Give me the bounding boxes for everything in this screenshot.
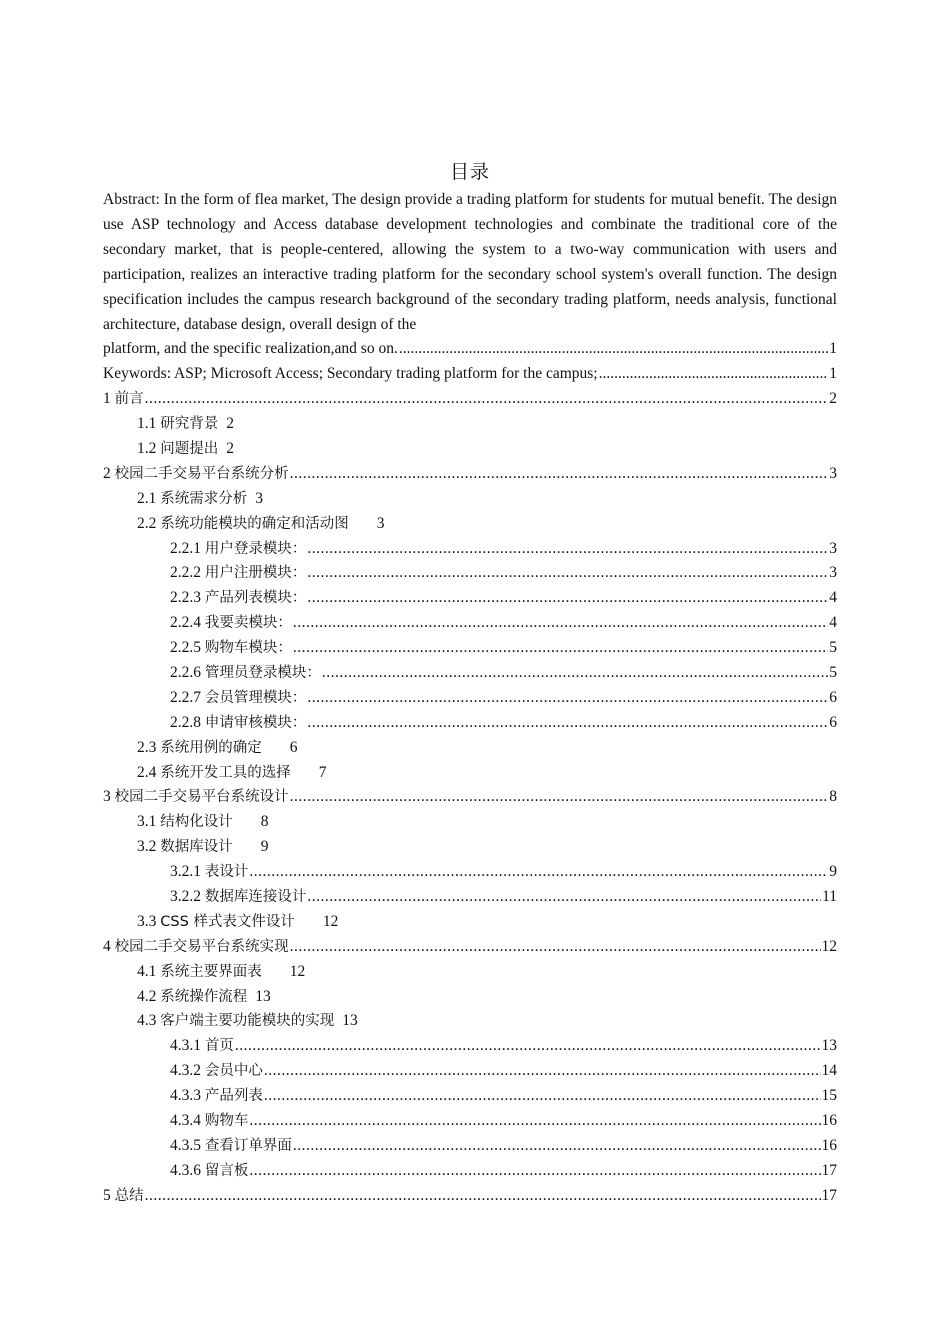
section-number: 4.2: [137, 987, 161, 1005]
toc-entry-label: [170, 860, 248, 885]
dot-leader: [599, 362, 829, 387]
section-number: 1: [103, 390, 115, 408]
page-number: 7: [318, 763, 327, 781]
page-number: 2: [226, 440, 234, 457]
section-number: 1.2: [137, 440, 161, 457]
section-title: 用户注册模块：: [204, 565, 307, 582]
section-number: 2.2.3: [170, 589, 205, 607]
page-number: 17: [821, 1186, 837, 1204]
section-title: 会员中心: [204, 1063, 263, 1080]
section-title: 校园二手交易平台系统分析: [114, 465, 289, 482]
section-title: 我要卖模块：: [204, 615, 292, 632]
section-number: 3.1: [137, 813, 161, 831]
section-title: 管理员登录模块：: [204, 665, 321, 682]
toc-entry[interactable]: [103, 1009, 837, 1034]
section-title: 系统功能模块的确定和活动图: [160, 515, 349, 532]
dot-leader: [249, 860, 828, 885]
section-title: 校园二手交易平台系统设计: [114, 789, 289, 806]
page-number: 9: [829, 863, 837, 881]
toc-entry-label: [103, 387, 144, 412]
section-title: 结构化设计: [160, 814, 233, 831]
section-title: 系统开发工具的选择: [160, 764, 291, 781]
section-title: 表设计: [204, 864, 249, 881]
section-title: 系统用例的确定: [160, 739, 262, 756]
toc-entry-label: [137, 1009, 334, 1034]
dot-leader: [264, 1059, 821, 1084]
page-number: 1: [829, 340, 837, 358]
dot-leader: [293, 611, 828, 636]
toc-entry-label: [103, 785, 289, 810]
page-number: 13: [821, 1037, 837, 1055]
page-number: 13: [342, 1012, 358, 1030]
toc-entry-label: [170, 537, 306, 562]
toc-entry-label: [137, 960, 262, 985]
abstract-paragraph: Abstract: In the form of flea market, The design provide a trading platform for students for mutual benefit. The design use ASP technology and Access database development technologies and combinate the traditional core of the secondary market, that is people-centered, allowing the system to a two-way communication with users and participation, realizes an interactive trading platform for the secondary school system's overall function. The design specification includes the campus research background of the secondary trading platform, needs analysis, functional architecture, database design, overall design of the: [103, 191, 837, 333]
page-number: 17: [821, 1161, 837, 1179]
section-title: 总结: [114, 1187, 144, 1204]
toc-entry[interactable]: [103, 1184, 837, 1209]
toc-entry[interactable]: [103, 761, 837, 786]
section-title: 产品列表: [204, 1088, 263, 1105]
dot-leader: [307, 711, 828, 736]
dot-leader: [290, 462, 829, 487]
section-number: 4.3.1: [170, 1037, 205, 1055]
section-number: 3.2.1: [170, 863, 205, 881]
section-number: 3.2: [137, 838, 161, 856]
page-number: 5: [829, 664, 837, 682]
dot-leader: [145, 1184, 821, 1209]
section-title: 申请审核模块：: [204, 714, 307, 731]
page-number: 12: [289, 962, 306, 980]
toc-entry[interactable]: [103, 736, 837, 761]
section-title: 用户登录模块：: [204, 540, 307, 557]
dot-leader: [293, 636, 828, 661]
section-number: 4.1: [137, 962, 161, 980]
page-number: 16: [821, 1136, 837, 1154]
toc-entry[interactable]: [103, 935, 837, 960]
toc-entry-label: [170, 561, 306, 586]
toc-entry-label: [170, 586, 306, 611]
section-number: 4.3.5: [170, 1136, 205, 1154]
keywords-entry[interactable]: [103, 362, 837, 387]
toc-entry-label: [170, 711, 306, 736]
section-number: 2.2.2: [170, 564, 205, 582]
page-number: 3: [829, 539, 837, 557]
toc-entry-label: [103, 935, 289, 960]
toc-entry[interactable]: [103, 860, 837, 885]
section-title: 数据库设计: [160, 839, 233, 856]
toc-entry[interactable]: [103, 537, 837, 562]
section-title: 系统操作流程: [160, 988, 248, 1005]
toc-entry[interactable]: [103, 1109, 837, 1134]
toc-entry[interactable]: [103, 1059, 837, 1084]
toc-entry-label: [170, 636, 292, 661]
section-title: CSS 样式表文件设计: [160, 913, 295, 930]
section-title: 购物车模块：: [204, 640, 292, 657]
toc-entry[interactable]: [103, 985, 837, 1010]
toc-entry[interactable]: [103, 810, 837, 835]
section-title: 数据库连接设计: [204, 889, 307, 906]
toc-entry[interactable]: [103, 1159, 837, 1184]
toc-entry-label: [137, 910, 295, 935]
section-title: 购物车: [204, 1113, 249, 1130]
section-title: 校园二手交易平台系统实现: [114, 938, 289, 955]
dot-leader: [235, 1034, 821, 1059]
toc-entry-label: [137, 985, 247, 1010]
toc-entry-label: [170, 1134, 292, 1159]
page-number: 6: [289, 738, 298, 756]
section-number: 2.2.5: [170, 639, 205, 657]
section-title: 问题提出: [160, 441, 219, 457]
dot-leader: [249, 1159, 820, 1184]
page-number: 16: [821, 1112, 837, 1130]
page-number: 5: [829, 639, 837, 657]
section-number: 2.2.4: [170, 614, 205, 632]
section-number: 2: [103, 464, 115, 482]
toc-entry-label: [137, 736, 262, 761]
toc-entry[interactable]: [103, 487, 837, 512]
toc-entry[interactable]: [103, 910, 837, 935]
toc-entry[interactable]: [103, 661, 837, 686]
toc-entry[interactable]: [103, 387, 837, 412]
dot-leader: [249, 1109, 820, 1134]
dot-leader: [307, 686, 828, 711]
toc-entry-label: [170, 686, 306, 711]
section-title: 前言: [114, 391, 144, 408]
section-number: 4: [103, 937, 115, 955]
page-number: 3: [829, 564, 837, 582]
section-number: 4.3.3: [170, 1087, 205, 1105]
section-number: 2.2.8: [170, 713, 205, 731]
dot-leader: [307, 537, 828, 562]
abstract-last-line: platform, and the specific realization,and so on.: [103, 340, 398, 358]
toc-entry[interactable]: [103, 785, 837, 810]
dot-leader: [307, 885, 821, 910]
page-number: 13: [255, 987, 271, 1005]
section-title: 查看订单界面: [204, 1137, 292, 1154]
dot-leader: [322, 661, 828, 686]
toc-entry-label: [137, 512, 349, 537]
toc-entry-label: [137, 810, 233, 835]
toc-entry-label: [170, 1084, 263, 1109]
dot-leader: [293, 1134, 821, 1159]
page-title: 目录: [449, 161, 490, 183]
page-number: 12: [322, 912, 339, 930]
toc-entry[interactable]: [103, 1084, 837, 1109]
abstract-entry[interactable]: [103, 337, 837, 362]
toc-entry-label: [103, 462, 289, 487]
page-number: 12: [821, 937, 837, 955]
page-number: 8: [260, 813, 269, 831]
page-number: 2: [829, 390, 837, 408]
page-number: 6: [829, 713, 837, 731]
toc-entry-label: [170, 1059, 263, 1084]
toc-entry[interactable]: [103, 885, 837, 910]
toc-entry-label: [137, 761, 291, 786]
section-title: 会员管理模块：: [204, 689, 307, 706]
section-number: 4.3.6: [170, 1161, 205, 1179]
toc-list: [103, 387, 837, 1208]
toc-entry-label: [170, 1109, 248, 1134]
page-number: 3: [376, 514, 385, 532]
dot-leader: [290, 935, 821, 960]
page-number: 8: [829, 788, 837, 806]
toc-entry[interactable]: [103, 636, 837, 661]
page-number: 6: [829, 688, 837, 706]
section-number: 2.3: [137, 738, 161, 756]
toc-entry[interactable]: [103, 412, 837, 437]
toc-entry-label: [137, 835, 233, 860]
toc-entry[interactable]: [103, 611, 837, 636]
toc-entry[interactable]: [103, 512, 837, 537]
page-number: 9: [260, 838, 269, 856]
toc-entry-label: [170, 1034, 234, 1059]
page-number: 4: [829, 589, 837, 607]
dot-leader: [145, 387, 829, 412]
dot-leader: [307, 586, 828, 611]
toc-entry[interactable]: [103, 561, 837, 586]
section-number: 4.3.4: [170, 1112, 205, 1130]
toc-entry[interactable]: [103, 462, 837, 487]
toc-entry[interactable]: [103, 437, 837, 462]
toc-entry-label: [170, 611, 292, 636]
toc-entry[interactable]: [103, 1134, 837, 1159]
toc-entry[interactable]: [103, 835, 837, 860]
toc-entry[interactable]: [103, 1034, 837, 1059]
section-number: 3.2.2: [170, 888, 205, 906]
toc-entry[interactable]: [103, 960, 837, 985]
section-number: 4.3: [137, 1012, 161, 1030]
section-title: 产品列表模块：: [204, 590, 307, 607]
section-number: 2.4: [137, 763, 161, 781]
section-title: 首页: [204, 1038, 234, 1055]
section-number: 4.3.2: [170, 1062, 205, 1080]
toc-entry-label: [137, 412, 218, 437]
toc-entry-label: [170, 885, 306, 910]
section-number: 5: [103, 1186, 115, 1204]
dot-leader: [264, 1084, 821, 1109]
section-number: 3.3: [137, 912, 161, 930]
section-number: 2.1: [137, 489, 161, 507]
toc-entry-label: [170, 1159, 248, 1184]
section-number: 2.2.1: [170, 539, 205, 557]
section-title: 系统主要界面表: [160, 963, 262, 980]
toc-entry[interactable]: [103, 711, 837, 736]
page-number: 11: [822, 888, 837, 906]
dot-leader: [307, 561, 828, 586]
toc-entry-label: [137, 437, 218, 462]
section-number: 1.1: [137, 415, 161, 433]
page-number: 3: [829, 464, 837, 482]
toc-entry-label: [170, 661, 321, 686]
section-title: 研究背景: [160, 416, 219, 433]
toc-entry-label: [103, 1184, 144, 1209]
section-number: 2.2: [137, 514, 161, 532]
dot-leader: [290, 785, 829, 810]
page-number: 4: [829, 614, 837, 632]
section-title: 客户端主要功能模块的实现: [160, 1013, 335, 1030]
page-number: 14: [821, 1062, 837, 1080]
page-number: 15: [821, 1087, 837, 1105]
page-number: 2: [226, 415, 234, 433]
toc-entry[interactable]: [103, 586, 837, 611]
section-title: 留言板: [204, 1162, 249, 1179]
section-number: 2.2.7: [170, 688, 205, 706]
dot-leader: [399, 337, 828, 362]
section-number: 3: [103, 788, 115, 806]
section-title: 系统需求分析: [160, 490, 248, 507]
section-number: 2.2.6: [170, 664, 205, 682]
page-number: 3: [255, 489, 263, 507]
keywords-text: Keywords: ASP; Microsoft Access; Secondary trading platform for the campus;: [103, 365, 598, 383]
toc-entry-label: [137, 487, 247, 512]
page-number: 1: [829, 365, 837, 383]
toc-entry[interactable]: [103, 686, 837, 711]
toc-page: [103, 158, 837, 1209]
